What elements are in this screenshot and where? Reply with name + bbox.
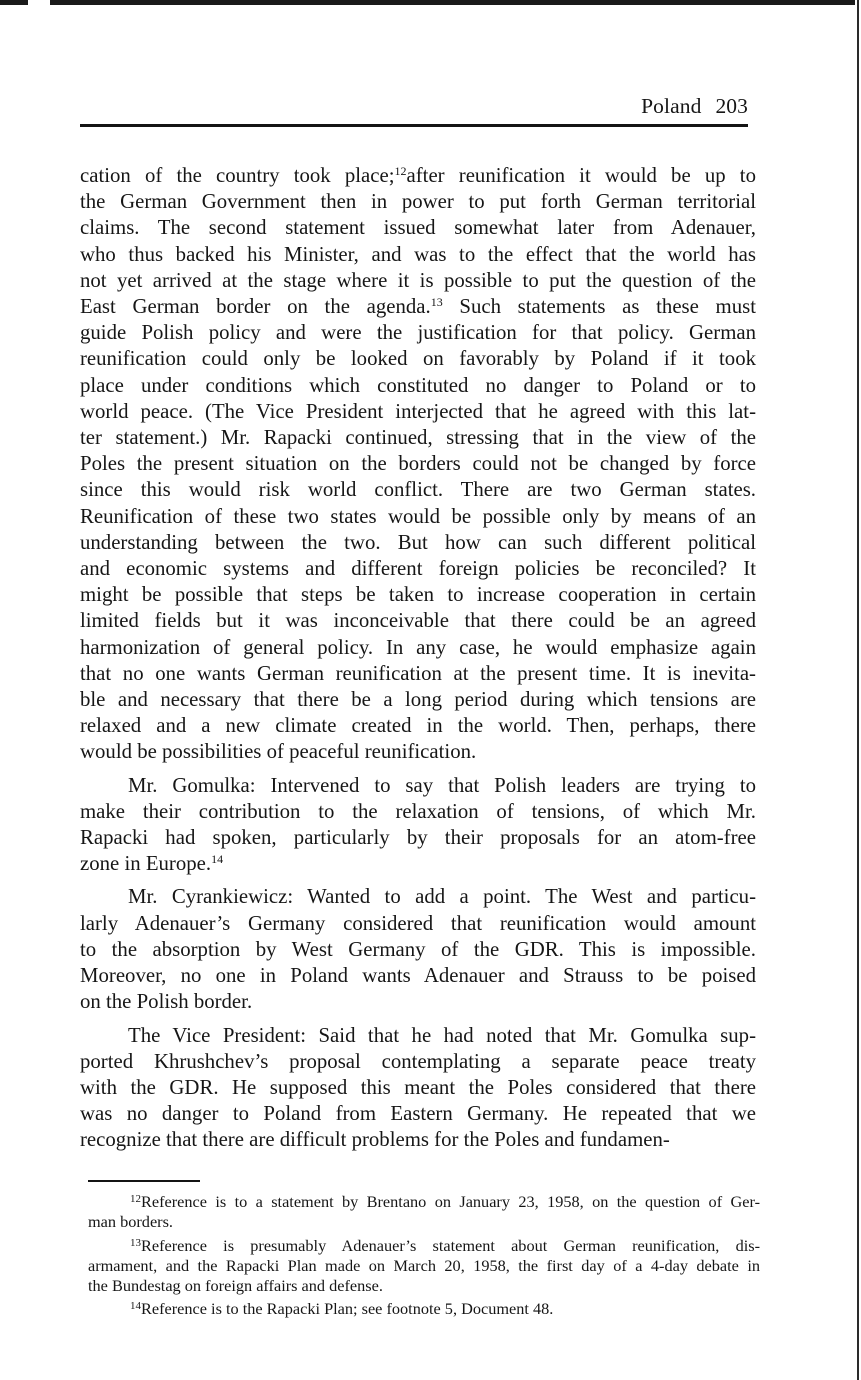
text-line [88, 1236, 760, 1256]
text-run: place under conditions which constituted no danger to Poland or to [80, 373, 756, 397]
footnote-marker: 12 [130, 1193, 141, 1205]
paragraph [80, 1023, 756, 1154]
text-line [80, 373, 756, 399]
text-line [80, 451, 756, 477]
text-line [80, 825, 756, 851]
text-run: might be possible that steps be taken to increase cooperation in certain [80, 583, 756, 607]
scan-notch [28, 0, 50, 8]
text-run: armament, and the Rapacki Plan made on March 20, 1958, the first day of a 4-day debate in [88, 1255, 760, 1275]
text-run: after reunification it would be up to [406, 164, 756, 187]
text-run: understanding between the two. But how can such different political [80, 530, 756, 554]
footnote-rule [88, 1180, 200, 1182]
text-run: make their contribution to the relaxation of tensions, of which Mr. [80, 799, 756, 823]
paragraph [80, 163, 756, 766]
text-run: ter statement.) Mr. Rapacki continued, stressing that in the view of the [80, 426, 756, 450]
text-run: Rapacki had spoken, particularly by their proposals for an atom-free [80, 826, 756, 850]
text-run: Reference is presumably Adenauer’s statement about German reunification, dis- [141, 1235, 760, 1255]
text-run: that no one wants German reunification at the present time. It is inevita- [80, 661, 756, 685]
footnote-marker: 12 [394, 164, 407, 178]
footnote [88, 1299, 760, 1319]
text-line [80, 268, 756, 294]
text-run: ble and necessary that there be a long period during which tensions are [80, 688, 756, 712]
text-line [80, 799, 756, 825]
text-run: the German Government then in power to put forth German territorial [80, 190, 756, 214]
header-rule [80, 124, 748, 127]
text-run: limited fields but it was inconceivable that there could be an agreed [80, 609, 756, 633]
text-run: on the Polish border. [80, 990, 253, 1014]
body-text [80, 163, 756, 1154]
text-run: since this would risk world conflict. There are two German states. [80, 478, 756, 502]
text-line [80, 635, 756, 661]
footnote [88, 1192, 760, 1233]
text-line [80, 739, 756, 765]
text-line [80, 851, 756, 877]
text-run: ported Khrushchev’s proposal contemplating a separate peace treaty [80, 1049, 756, 1073]
text-run: who thus backed his Minister, and was to the effect that the world has [80, 242, 756, 266]
text-run: The Vice President: Said that he had noted that Mr. Gomulka sup- [128, 1023, 756, 1047]
text-line [80, 189, 756, 215]
text-run: the Bundestag on foreign affairs and defense. [88, 1276, 383, 1296]
text-line [80, 963, 756, 989]
scan-edge-right [855, 0, 861, 1380]
text-line [80, 425, 756, 451]
footnote-marker: 13 [130, 1236, 141, 1249]
footnote-marker: 14 [211, 852, 224, 867]
text-line [80, 163, 756, 189]
running-head-title: Poland [641, 94, 702, 118]
text-run: claims. The second statement issued somewhat later from Adenauer, [80, 216, 756, 240]
text-line [80, 346, 756, 372]
scan-edge-top [0, 0, 861, 5]
paragraph [80, 773, 756, 878]
footnote-marker: 14 [130, 1300, 141, 1313]
footnote [88, 1236, 760, 1297]
text-run: would be possibilities of peaceful reunification. [80, 740, 477, 764]
text-line [80, 713, 756, 739]
text-line [80, 1127, 756, 1153]
text-run: larly Adenauer’s Germany considered that reunification would amount [80, 911, 756, 935]
text-run: recognize that there are difficult problems for the Poles and fundamen- [80, 1128, 670, 1152]
text-run: Poles the present situation on the borders could not be changed by force [80, 452, 756, 476]
text-run: guide Polish policy and were the justification for that policy. German [80, 321, 756, 345]
text-run: East German border on the agenda. [80, 295, 431, 319]
footnotes [88, 1192, 760, 1323]
text-line [80, 1049, 756, 1075]
text-line [88, 1192, 760, 1212]
text-line [80, 1075, 756, 1101]
text-line [80, 989, 756, 1015]
text-line [80, 477, 756, 503]
text-run: Moreover, no one in Poland wants Adenauer and Strauss to be poised [80, 964, 756, 988]
text-run: man borders. [88, 1212, 173, 1232]
text-line [80, 884, 756, 910]
text-run: was no danger to Poland from Eastern Germany. He repeated that we [80, 1102, 756, 1126]
text-run: to the absorption by West Germany of the GDR. This is impossible. [80, 937, 756, 961]
text-run: relaxed and a new climate created in the world. Then, perhaps, there [80, 714, 756, 738]
text-run: cation of the country took place; [80, 164, 395, 187]
text-run: world peace. (The Vice President interjected that he agreed with this lat- [80, 399, 756, 423]
text-line [80, 1101, 756, 1127]
text-run: Reference is to a statement by Brentano on January 23, 1958, on the question of Ger- [141, 1192, 760, 1211]
text-line [80, 661, 756, 687]
text-line [80, 215, 756, 241]
text-line [80, 320, 756, 346]
text-run: zone in Europe. [80, 852, 212, 876]
text-line [88, 1276, 760, 1296]
text-run: and economic systems and different foreign policies be reconciled? It [80, 557, 756, 581]
footnote-marker: 13 [430, 295, 443, 310]
text-run: not yet arrived at the stage where it is possible to put the question of the [80, 268, 756, 292]
text-line [88, 1299, 760, 1319]
text-line [80, 504, 756, 530]
text-run: reunification could only be looked on favorably by Poland if it took [80, 347, 756, 371]
text-line [80, 556, 756, 582]
text-line [80, 937, 756, 963]
text-line [80, 911, 756, 937]
text-line [88, 1212, 760, 1232]
text-line [80, 242, 756, 268]
text-line [88, 1256, 760, 1276]
text-run: Mr. Cyrankiewicz: Wanted to add a point. The West and particu- [128, 885, 756, 909]
text-run: Such statements as these must [442, 295, 756, 319]
page-number: 203 [715, 94, 748, 118]
running-head [80, 94, 748, 119]
text-run: Reunification of these two states would be possible only by means of an [80, 504, 756, 528]
text-line [80, 1023, 756, 1049]
text-line [80, 773, 756, 799]
text-line [80, 582, 756, 608]
text-run: Mr. Gomulka: Intervened to say that Polish leaders are trying to [128, 773, 756, 797]
paragraph [80, 884, 756, 1015]
text-line [80, 608, 756, 634]
text-line [80, 530, 756, 556]
text-line [80, 687, 756, 713]
text-line [80, 294, 756, 320]
text-run: Reference is to the Rapacki Plan; see footnote 5, Document 48. [141, 1299, 554, 1319]
text-run: with the GDR. He supposed this meant the Poles considered that there [80, 1075, 756, 1099]
text-run: harmonization of general policy. In any case, he would emphasize again [80, 635, 756, 659]
text-line [80, 399, 756, 425]
